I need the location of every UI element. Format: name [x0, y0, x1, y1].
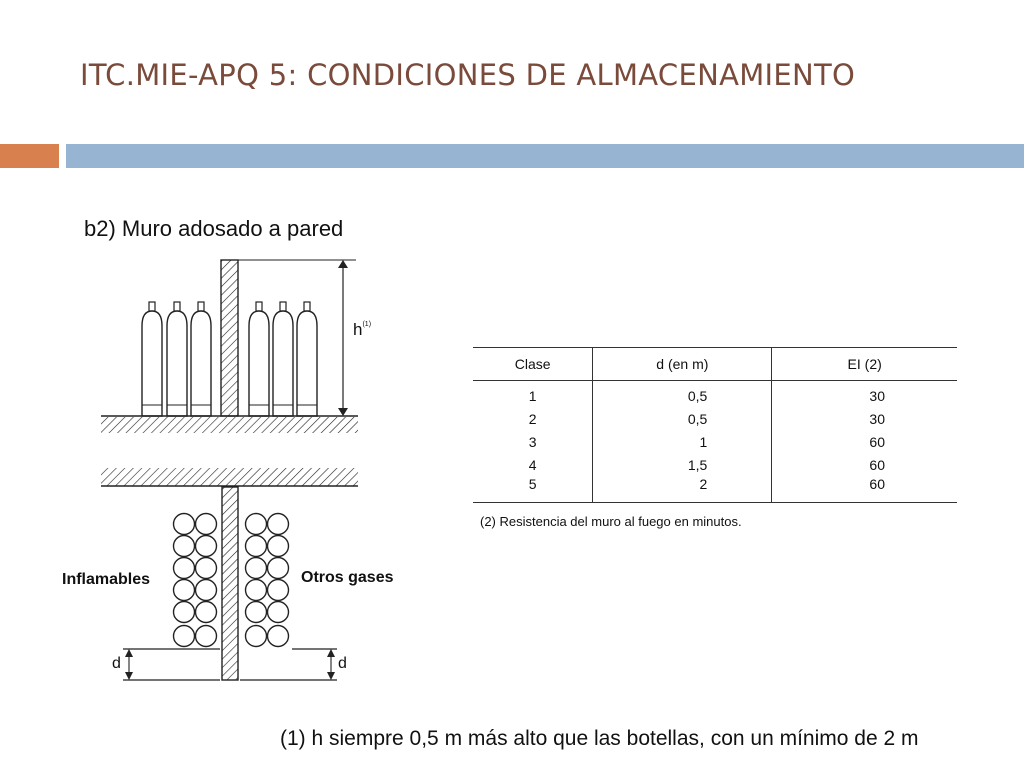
- cell-ei: 60: [772, 453, 957, 476]
- cell-d: 2: [593, 476, 772, 503]
- accent-bar-blue: [66, 144, 1024, 168]
- cell-clase: 2: [528, 410, 537, 427]
- footnote: (1) h siempre 0,5 m más alto que las botellas, con un mínimo de 2 m: [280, 727, 919, 750]
- cell-clase: 4: [528, 456, 537, 473]
- cell-d: 1,5: [593, 453, 772, 476]
- cell-clase: 1: [528, 387, 537, 404]
- table-row: [473, 381, 957, 408]
- table-row: [473, 453, 957, 476]
- table-row: [473, 430, 957, 453]
- table-row: [473, 407, 957, 430]
- header-clase: Clase: [473, 348, 593, 381]
- table-note: (2) Resistencia del muro al fuego en minutos.: [480, 514, 742, 529]
- label-inflamables: Inflamables: [62, 571, 151, 588]
- elevation-view: [101, 260, 358, 433]
- cell-ei: 60: [772, 430, 957, 453]
- distance-label-right: d: [338, 655, 347, 672]
- height-label: [353, 320, 371, 340]
- cell-ei: 30: [772, 407, 957, 430]
- slide-title: ITC.MIE-APQ 5: CONDICIONES DE ALMACENAMIENTO: [80, 58, 856, 92]
- cell-ei: 30: [772, 381, 957, 408]
- accent-bar-orange: [0, 144, 59, 168]
- cell-clase: 3: [528, 433, 537, 450]
- cell-d: 1: [593, 430, 772, 453]
- distance-table: [473, 347, 957, 503]
- cell-d: 0,5: [593, 381, 772, 408]
- cell-d: 0,5: [593, 407, 772, 430]
- cell-clase: 5: [473, 476, 593, 503]
- height-letter: h: [353, 320, 363, 339]
- table-header-row: [473, 348, 957, 381]
- cell-ei: 60: [772, 476, 957, 503]
- height-footnote-ref: (1): [362, 321, 372, 328]
- table-row: [473, 476, 957, 503]
- wall-diagram-drawing: [60, 210, 420, 700]
- diagram-title: b2) Muro adosado a pared: [84, 216, 344, 241]
- header-ei: EI (2): [772, 348, 957, 381]
- distance-table-container: [473, 347, 957, 503]
- distance-label-left: d: [112, 655, 121, 672]
- header-d: d (en m): [593, 348, 772, 381]
- label-otros-gases: Otros gases: [301, 569, 394, 586]
- wall-diagram: [60, 210, 420, 700]
